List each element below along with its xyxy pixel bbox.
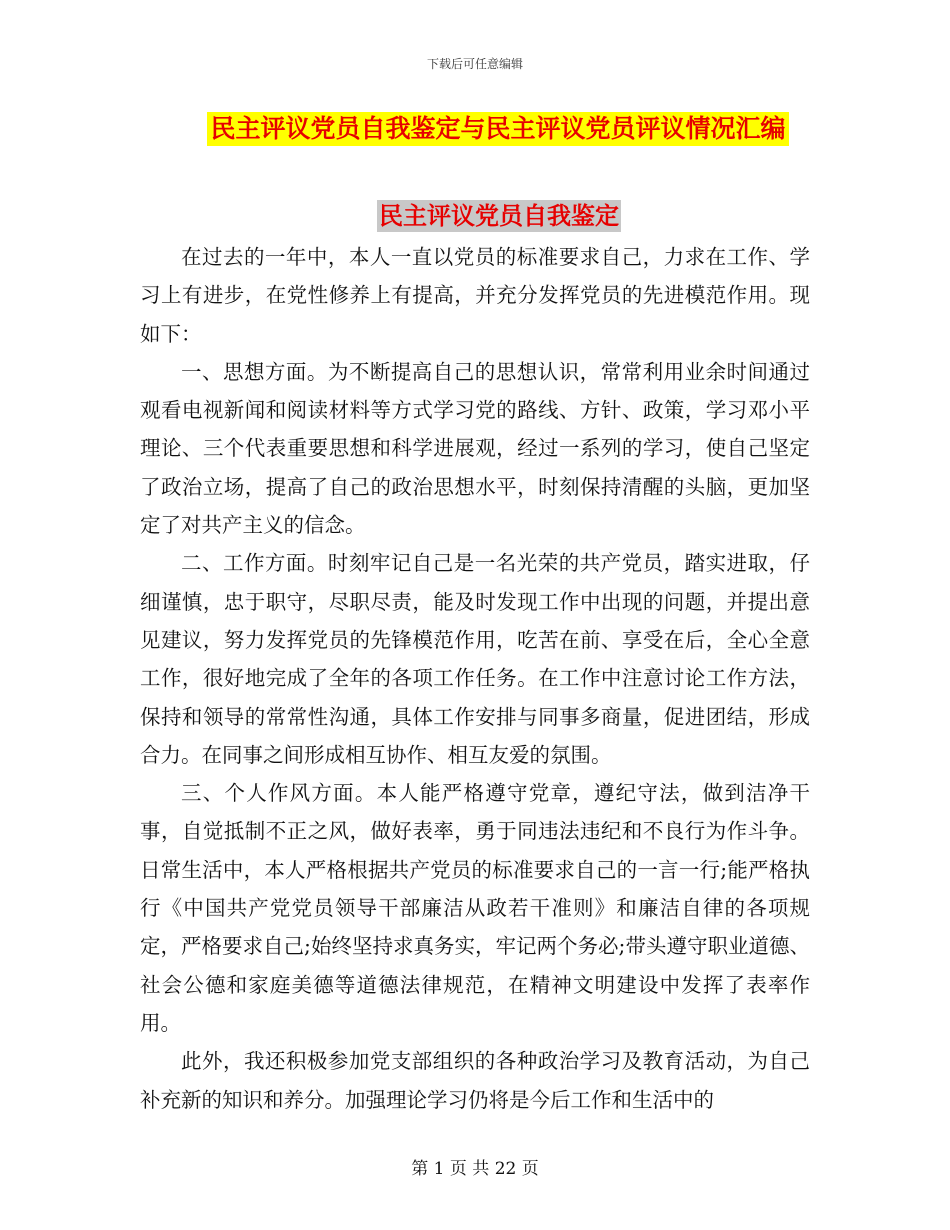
main-title: 民主评议党员自我鉴定与民主评议党员评议情况汇编 <box>207 112 788 146</box>
header-note: 下载后可任意编辑 <box>426 57 523 71</box>
paragraph-intro: 在过去的一年中，本人一直以党员的标准要求自己，力求在工作、学习上有进步，在党性修养上有提高，并充分发挥党员的先进模范作用。现如下： <box>140 245 810 346</box>
paragraph-additional: 此外，我还积极参加党支部组织的各种政治学习及教育活动，为自己补充新的知识和养分。加强理论学习仍将是今后工作和生活中的 <box>140 1049 810 1112</box>
sub-title-container <box>0 200 950 232</box>
paragraph-work: 二、工作方面。时刻牢记自己是一名光荣的共产党员，踏实进取，仔细谨慎，忠于职守，尽职尽责，能及时发现工作中出现的问题，并提出意见建议，努力发挥党员的先锋模范作用，吃苦在前、享受在后，全心全意工作，很好地完成了全年的各项工作任务。在工作中注意讨论工作方法，保持和领导的常常性沟通，具体工作安排与同事多商量，促进团结，形成合力。在同事之间形成相互协作、相互友爱的氛围。 <box>140 551 810 767</box>
paragraph-conduct: 三、个人作风方面。本人能严格遵守党章，遵纪守法，做到洁净干事，自觉抵制不正之风，做好表率，勇于同违法违纪和不良行为作斗争。日常生活中，本人严格根据共产党员的标准要求自己的一言一行;能严格执行《中国共产党党员领导干部廉洁从政若干准则》和廉洁自律的各项规定，严格要求自己;始终坚持求真务实，牢记两个务必;带头遵守职业道德、社会公德和家庭美德等道德法律规范，在精神文明建设中发挥了表率作用。 <box>140 781 810 1035</box>
sub-title: 民主评议党员自我鉴定 <box>379 201 619 230</box>
main-title-container <box>0 112 950 146</box>
page-footer: 第 1 页 共 22 页 <box>411 1159 539 1179</box>
paragraph-ideology: 一、思想方面。为不断提高自己的思想认识，常常利用业余时间通过观看电视新闻和阅读材料等方式学习党的路线、方针、政策，学习邓小平理论、三个代表重要思想和科学进展观，经过一系列的学习，使自己坚定了政治立场，提高了自己的政治思想水平，时刻保持清醒的头脑，更加坚定了对共产主义的信念。 <box>140 359 810 538</box>
document-body <box>140 238 810 1119</box>
